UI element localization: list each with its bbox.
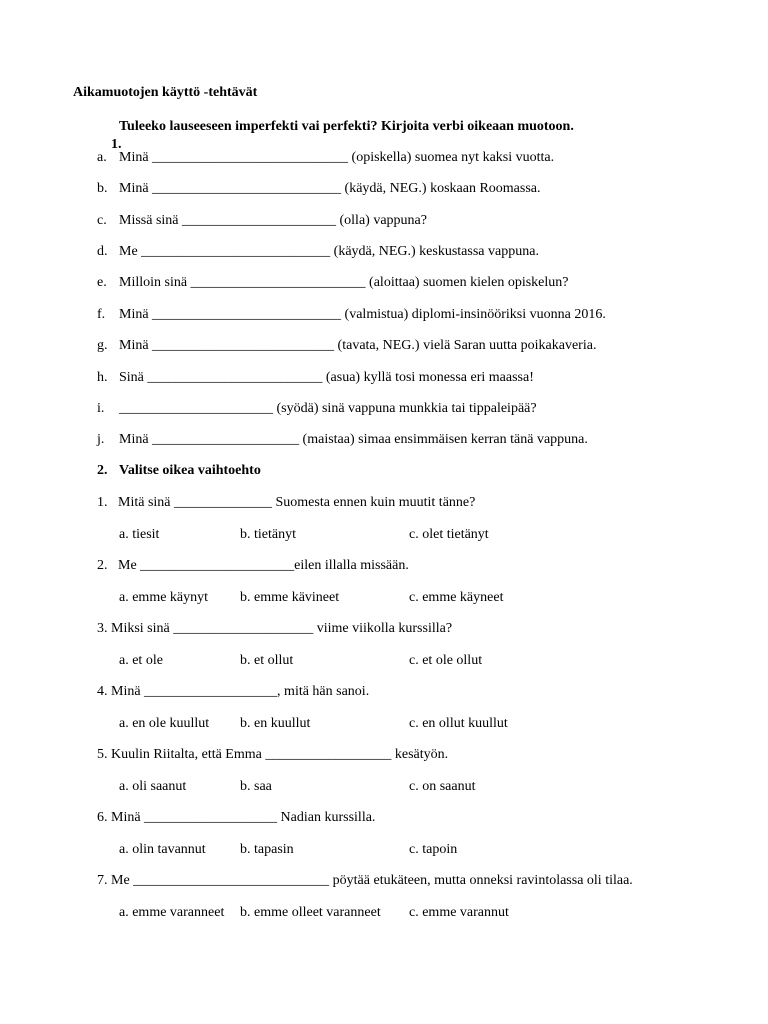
section1-item-label: e. [97,275,107,290]
question-text: 7. Me ____________________________ pöytää etukäteen, mutta onneksi ravintolassa oli tilaa. [97,873,633,888]
option-c[interactable]: c. on saanut [409,779,476,794]
option-c[interactable]: c. emme varannut [409,905,509,920]
option-c[interactable]: c. tapoin [409,842,458,857]
option-c[interactable]: c. en ollut kuullut [409,716,508,731]
option-a[interactable]: a. et ole [119,653,163,668]
option-b[interactable]: b. tapasin [240,842,294,857]
section1-item-label: c. [97,213,107,228]
section1-item-text: Milloin sinä _________________________ (aloittaa) suomen kielen opiskelun? [119,275,569,290]
section1-item-label: h. [97,370,108,385]
section1-item-text: Missä sinä ______________________ (olla) vappuna? [119,213,427,228]
option-b[interactable]: b. et ollut [240,653,294,668]
option-a[interactable]: a. oli saanut [119,779,187,794]
question-text: 1. Mitä sinä ______________ Suomesta ennen kuin muutit tänne? [97,495,476,510]
option-a[interactable]: a. tiesit [119,527,160,542]
section1-item-label: j. [97,432,105,447]
question-text: 4. Minä ___________________, mitä hän sanoi. [97,684,370,699]
option-a[interactable]: a. en ole kuullut [119,716,210,731]
section1-heading-text: Tuleeko lauseeseen imperfekti vai perfekti? Kirjoita verbi oikeaan muotoon. [119,119,574,134]
page-title: Aikamuotojen käyttö -tehtävät [73,85,258,100]
option-c[interactable]: c. olet tietänyt [409,527,489,542]
section1-item-text: Sinä _________________________ (asua) kyllä tosi monessa eri maassa! [119,370,534,385]
question-text: 5. Kuulin Riitalta, että Emma __________________ kesätyön. [97,747,449,762]
option-b[interactable]: b. saa [240,779,272,794]
section1-item-text: Minä ___________________________ (valmistua) diplomi-insinööriksi vuonna 2016. [119,307,606,322]
option-b[interactable]: b. tietänyt [240,527,296,542]
option-c[interactable]: c. et ole ollut [409,653,483,668]
option-a[interactable]: a. emme käynyt [119,590,209,605]
question-text: 3. Miksi sinä ____________________ viime viikolla kurssilla? [97,621,453,636]
section1-item-text: Minä ___________________________ (käydä, NEG.) koskaan Roomassa. [119,181,541,196]
section1-number: 1. [111,137,122,152]
option-b[interactable]: b. emme olleet varanneet [240,905,381,920]
option-b[interactable]: b. emme kävineet [240,590,340,605]
option-c[interactable]: c. emme käyneet [409,590,504,605]
option-b[interactable]: b. en kuullut [240,716,311,731]
section1-item-text: ______________________ (syödä) sinä vappuna munkkia tai tippaleipää? [119,401,537,416]
section1-item-label: f. [97,307,106,322]
question-text: 6. Minä ___________________ Nadian kurssilla. [97,810,376,825]
section1-item-label: d. [97,244,108,259]
section1-item-text: Me ___________________________ (käydä, NEG.) keskustassa vappuna. [119,244,539,259]
section1-item-label: g. [97,338,108,353]
section1-item-text: Minä ____________________________ (opiskella) suomea nyt kaksi vuotta. [119,150,555,165]
option-a[interactable]: a. emme varanneet [119,905,225,920]
section2-number: 2. [97,463,108,478]
section1-item-label: i. [97,401,105,416]
section1-item-text: Minä _____________________ (maistaa) simaa ensimmäisen kerran tänä vappuna. [119,432,588,447]
section1-item-label: a. [97,150,107,165]
option-a[interactable]: a. olin tavannut [119,842,206,857]
section1-item-label: b. [97,181,108,196]
section1-item-text: Minä __________________________ (tavata, NEG.) vielä Saran uutta poikakaveria. [119,338,597,353]
question-text: 2. Me ______________________eilen illalla missään. [97,558,409,573]
section2-heading-text: Valitse oikea vaihtoehto [119,463,261,478]
